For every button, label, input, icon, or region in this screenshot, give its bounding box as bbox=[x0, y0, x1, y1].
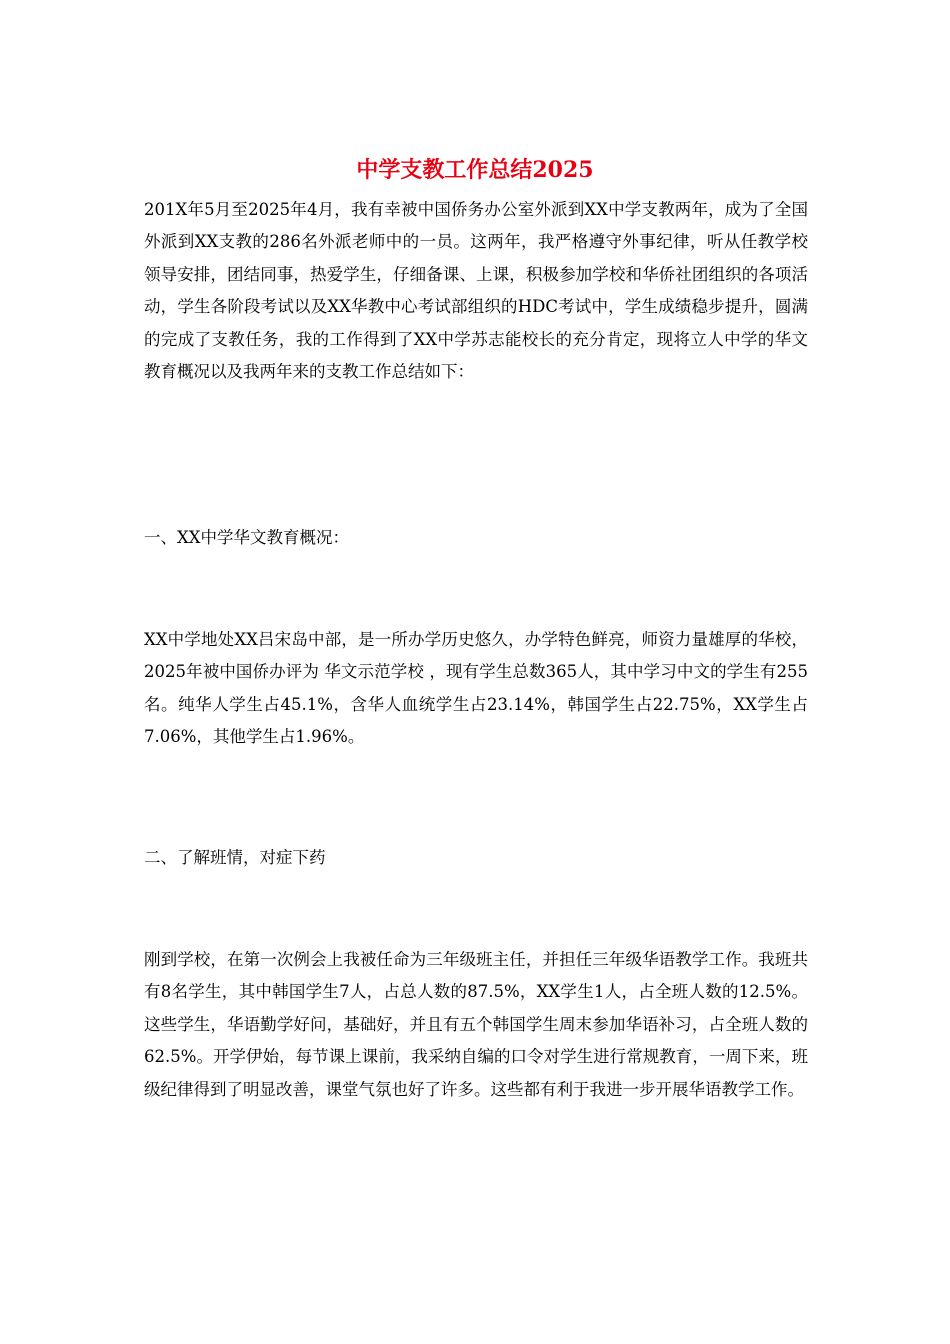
paragraph-class-situation: 刚到学校，在第一次例会上我被任命为三年级班主任，并担任三年级华语教学工作。我班共有8名学生，其中韩国学生7人，占总人数的87.5%，XX学生1人，占全班人数的12.5%。这些学生，华语勤学好问，基础好，并且有五个韩国学生周末参加华语补习，占全班人数的62.5%。开学伊始，每节课上课前，我采纳自编的口令对学生进行常规教育，一周下来，班级纪律得到了明显改善，课堂气氛也好了许多。这些都有利于我进一步开展华语教学工作。 bbox=[144, 950, 808, 1099]
document-title: 中学支教工作总结2025 bbox=[356, 157, 594, 183]
paragraph-school-overview: XX中学地处XX吕宋岛中部，是一所办学历史悠久，办学特色鲜亮，师资力量雄厚的华校，2025年被中国侨办评为 华文示范学校 ，现有学生总数365人，其中学习中文的学生有255名。纯华人学生占45.1%，含华人血统学生占23.14%，韩国学生占22.75%，XX学生占7.06%，其他学生占1.96%。 bbox=[144, 630, 808, 747]
section-heading-2: 二、了解班情，对症下药 bbox=[144, 848, 326, 867]
section-heading-1: 一、XX中学华文教育概况： bbox=[144, 528, 349, 547]
paragraph-intro: 201X年5月至2025年4月，我有幸被中国侨务办公室外派到XX中学支教两年，成为了全国外派到XX支教的286名外派老师中的一员。这两年，我严格遵守外事纪律，听从任教学校领导安排，团结同事，热爱学生，仔细备课、上课，积极参加学校和华侨社团组织的各项活动，学生各阶段考试以及XX华教中心考试部组织的HDC考试中，学生成绩稳步提升，圆满的完成了支教任务，我的工作得到了XX中学苏志能校长的充分肯定，现将立人中学的华文教育概况以及我两年来的支教工作总结如下： bbox=[144, 200, 808, 382]
